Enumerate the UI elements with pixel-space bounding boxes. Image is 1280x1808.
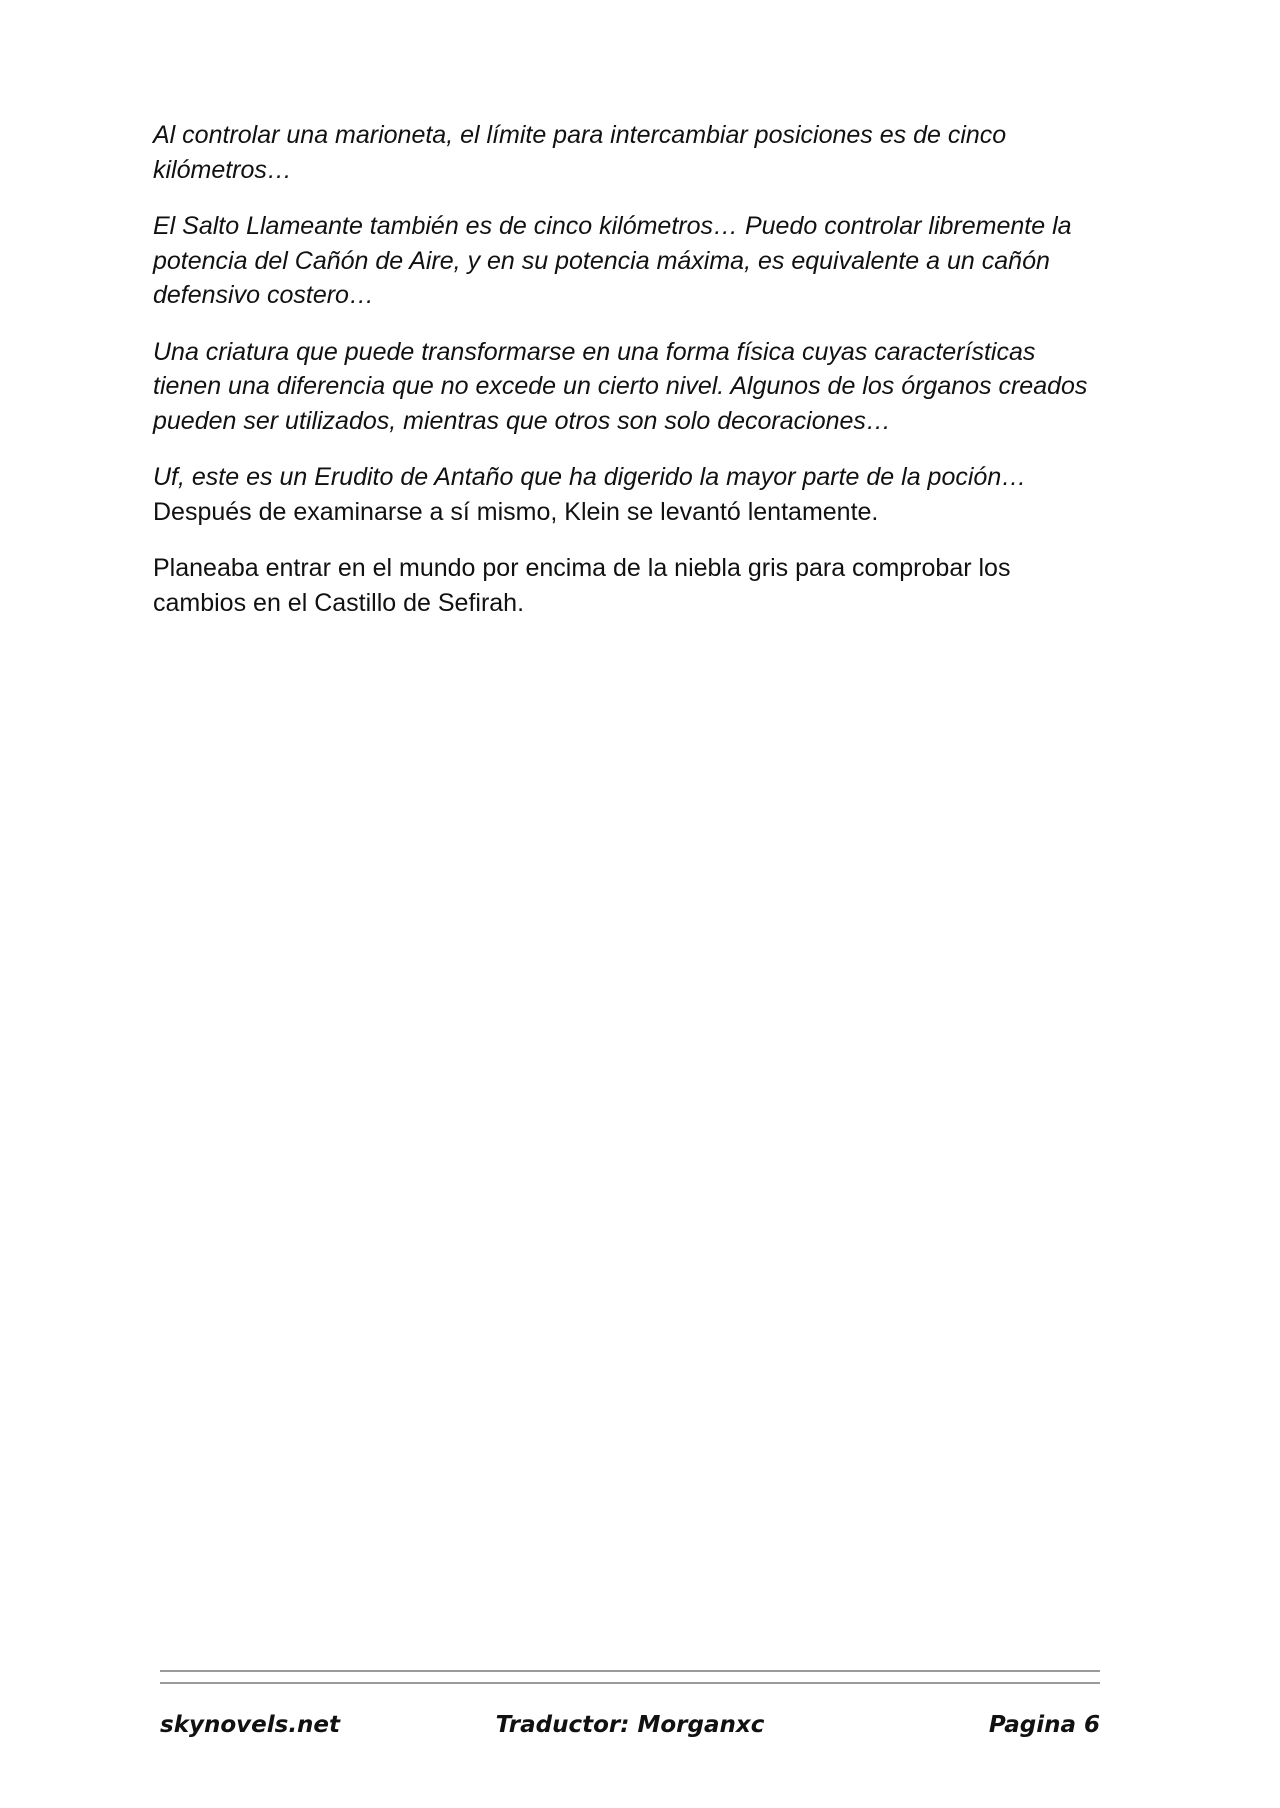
footer-page-number: Pagina 6 — [988, 1712, 1100, 1738]
footer-site: skynovels.net — [160, 1712, 341, 1738]
footer-translator: Traductor: Morganxc — [495, 1712, 765, 1738]
paragraph-3: Una criatura que puede transformarse en una forma física cuyas características tienen una diferencia que no excede un cierto nivel. Algunos de los órganos creados pueden ser utilizados, mientras que otros son solo decoraciones… — [153, 337, 1088, 435]
paragraph-1: Al controlar una marioneta, el límite para intercambiar posiciones es de cinco kilómetros… — [153, 121, 1007, 184]
paragraph-5: Planeaba entrar en el mundo por encima de la niebla gris para comprobar los cambios en el Castillo de Sefirah. — [153, 554, 1011, 617]
page-body — [153, 118, 1103, 642]
paragraph-2: El Salto Llameante también es de cinco kilómetros… Puedo controlar libremente la potencia del Cañón de Aire, y en su potencia máxima, es equivalente a un cañón defensivo costero… — [153, 212, 1072, 309]
page-footer — [160, 1712, 1100, 1738]
paragraph-4-italic: Uf, este es un Erudito de Antaño que ha digerido la mayor parte de la poción… — [153, 463, 1027, 491]
footer-rule-top — [160, 1670, 1100, 1672]
footer-rule-bottom — [160, 1682, 1100, 1684]
paragraph-4 — [153, 460, 1103, 529]
footer-rules — [160, 1670, 1100, 1694]
paragraph-4-normal: Después de examinarse a sí mismo, Klein se levantó lentamente. — [153, 497, 879, 526]
